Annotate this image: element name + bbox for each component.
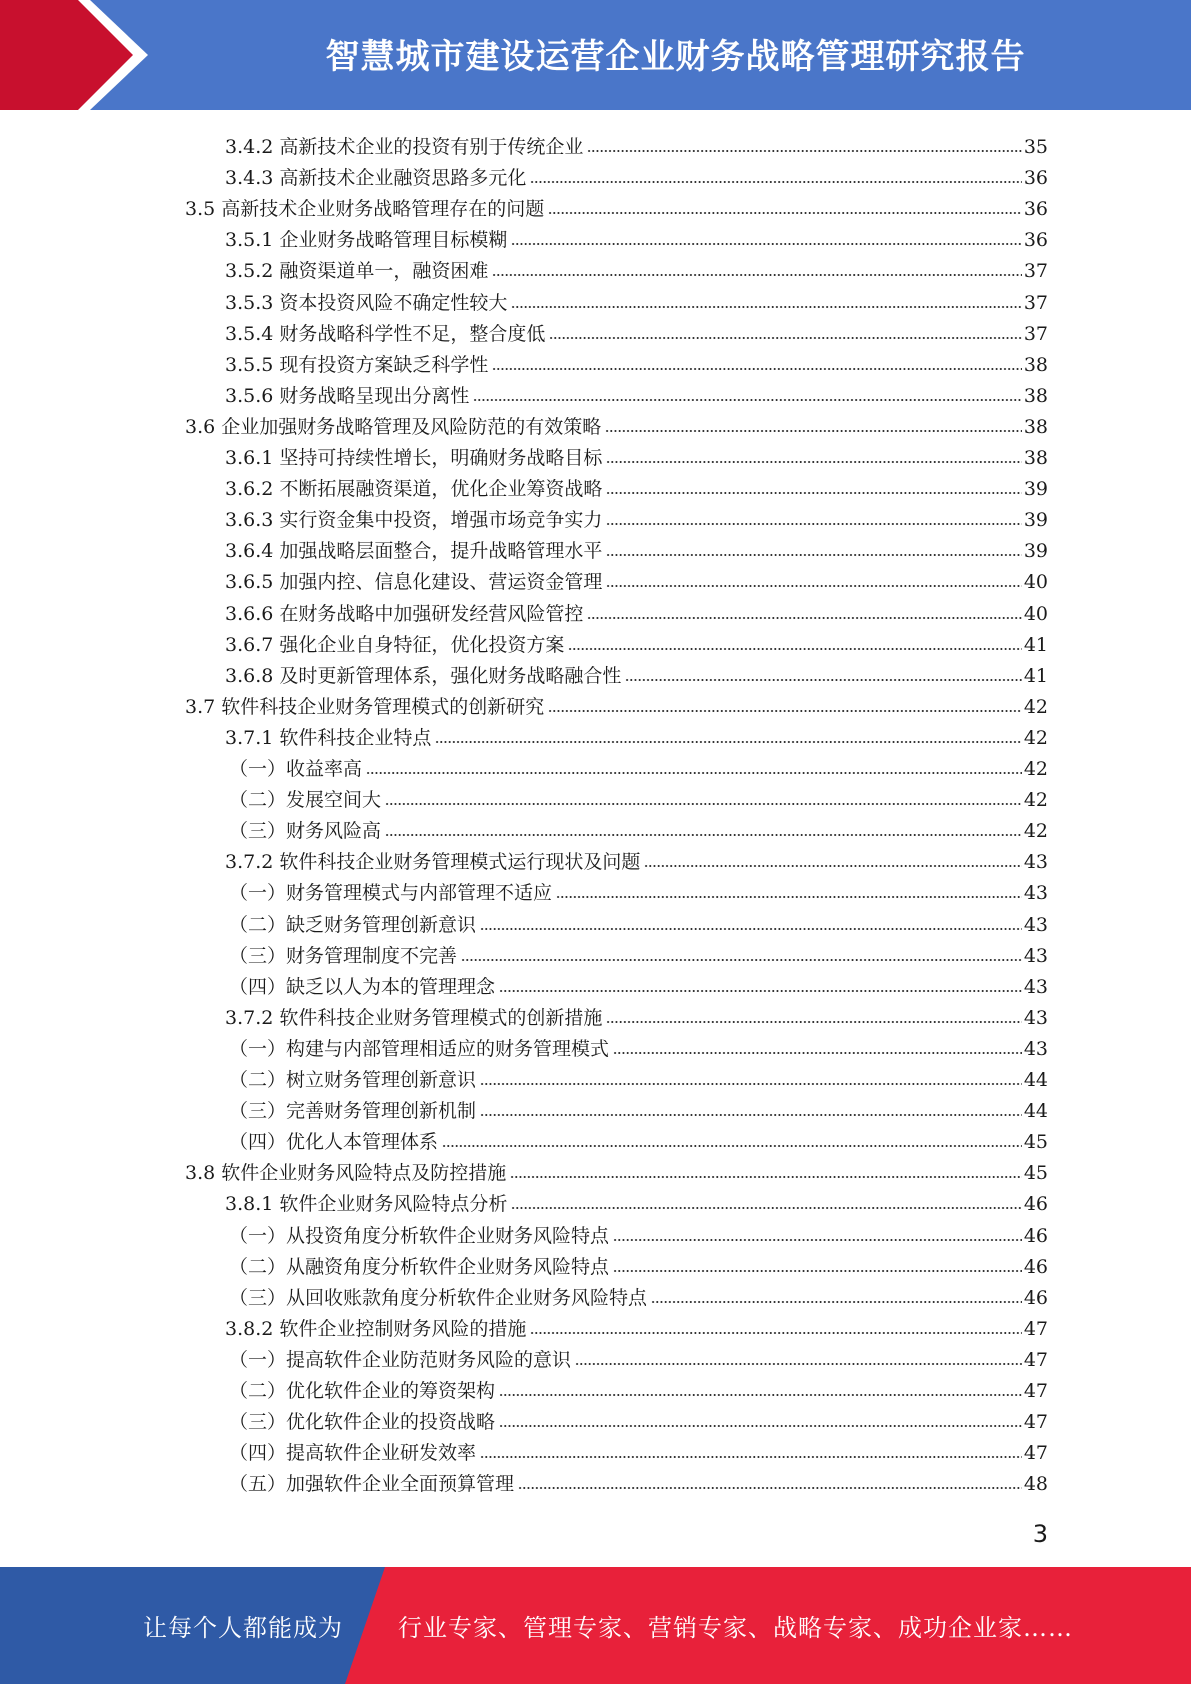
toc-entry-page: 39	[1023, 478, 1048, 501]
toc-entry[interactable]	[229, 1434, 1048, 1465]
toc-entry-label: （二）优化软件企业的筹资架构	[229, 1380, 496, 1402]
toc-dot-leader	[644, 863, 1021, 869]
toc-entry[interactable]	[229, 750, 1048, 781]
toc-dot-leader	[385, 801, 1022, 807]
toc-entry-page: 43	[1023, 851, 1048, 874]
report-title: 智慧城市建设运营企业财务战略管理研究报告	[325, 36, 1026, 77]
toc-entry-label: （三）优化软件企业的投资战略	[229, 1411, 496, 1434]
toc-entry-label: 3.5 高新技术企业财务战略管理存在的问题	[185, 198, 545, 221]
toc-entry-page: 42	[1023, 758, 1048, 780]
toc-dot-leader	[606, 552, 1021, 558]
toc-dot-leader	[442, 1143, 1022, 1149]
toc-entry-page: 39	[1023, 540, 1048, 563]
page-footer	[0, 1567, 1191, 1684]
toc-entry[interactable]	[225, 843, 1048, 874]
toc-entry-page: 46	[1023, 1224, 1048, 1247]
toc-entry-label: 3.7.1 软件科技企业特点	[225, 726, 432, 749]
toc-entry-page: 42	[1023, 789, 1048, 812]
toc-entry-page: 43	[1023, 975, 1048, 998]
toc-dot-leader	[606, 459, 1021, 465]
toc-entry-label: （一）从投资角度分析软件企业财务风险特点	[229, 1224, 610, 1247]
toc-dot-leader	[480, 1112, 1022, 1118]
toc-dot-leader	[568, 646, 1021, 652]
toc-entry[interactable]	[229, 1465, 1048, 1496]
toc-entry-label: 3.6.7 强化企业自身特征，优化投资方案	[225, 633, 565, 656]
toc-dot-leader	[473, 397, 1021, 403]
toc-entry[interactable]	[229, 1092, 1048, 1123]
toc-entry-page: 38	[1023, 353, 1048, 376]
toc-dot-leader	[549, 335, 1021, 341]
toc-entry-label: 3.5.5 现有投资方案缺乏科学性	[225, 353, 489, 376]
toc-entry[interactable]	[229, 874, 1048, 905]
toc-entry-page: 37	[1023, 291, 1048, 314]
toc-entry-label: （五）加强软件企业全面预算管理	[229, 1473, 515, 1496]
toc-entry[interactable]	[229, 968, 1048, 999]
toc-entry[interactable]	[229, 1372, 1048, 1403]
toc-dot-leader	[530, 1330, 1021, 1336]
toc-dot-leader	[606, 583, 1021, 589]
toc-dot-leader	[511, 241, 1021, 247]
toc-entry-page: 36	[1023, 198, 1048, 221]
toc-entry-label: 3.8 软件企业财务风险特点及防控措施	[185, 1162, 507, 1185]
toc-entry[interactable]	[225, 595, 1048, 626]
toc-dot-leader	[480, 926, 1022, 932]
toc-entry-page: 46	[1023, 1255, 1048, 1278]
toc-entry-label: （二）缺乏财务管理创新意识	[229, 913, 477, 936]
toc-entry-page: 46	[1023, 1286, 1048, 1309]
toc-entry-page: 41	[1023, 633, 1048, 656]
toc-entry-page: 43	[1023, 944, 1048, 967]
toc-dot-leader	[548, 708, 1022, 714]
toc-entry-label: 3.7.2 软件科技企业财务管理模式运行现状及问题	[225, 851, 641, 874]
toc-entry-label: 3.5.4 财务战略科学性不足，整合度低	[225, 322, 546, 345]
toc-entry-label: （三）财务风险高	[229, 820, 382, 843]
toc-entry[interactable]	[225, 1310, 1048, 1341]
red-chevron-decoration	[0, 0, 160, 110]
toc-entry[interactable]	[225, 346, 1048, 377]
toc-entry[interactable]	[229, 1123, 1048, 1154]
toc-entry[interactable]	[185, 190, 1048, 221]
toc-entry[interactable]	[229, 1030, 1048, 1061]
toc-entry-label: 3.4.2 高新技术企业的投资有别于传统企业	[225, 136, 584, 158]
toc-entry[interactable]	[229, 1217, 1048, 1248]
toc-entry[interactable]	[229, 812, 1048, 843]
toc-entry[interactable]	[185, 408, 1048, 439]
toc-dot-leader	[435, 739, 1021, 745]
toc-entry-page: 35	[1023, 136, 1048, 158]
toc-entry-label: （三）财务管理制度不完善	[229, 944, 458, 967]
toc-entry-label: 3.6.3 实行资金集中投资，增强市场竞争实力	[225, 509, 603, 532]
toc-entry[interactable]	[229, 1403, 1048, 1434]
toc-entry-label: 3.5.3 资本投资风险不确定性较大	[225, 291, 508, 314]
toc-entry[interactable]	[225, 221, 1048, 252]
toc-entry-label: （一）提高软件企业防范财务风险的意识	[229, 1348, 572, 1371]
toc-entry-label: （四）提高软件企业研发效率	[229, 1442, 477, 1465]
toc-entry-page: 47	[1023, 1411, 1048, 1434]
toc-entry-label: 3.6 企业加强财务战略管理及风险防范的有效策略	[185, 415, 602, 438]
toc-entry-label: （四）缺乏以人为本的管理理念	[229, 975, 496, 998]
toc-entry-label: （二）树立财务管理创新意识	[229, 1069, 477, 1091]
toc-entry[interactable]	[225, 284, 1048, 315]
toc-entry[interactable]	[225, 657, 1048, 688]
toc-entry-page: 42	[1023, 726, 1048, 749]
toc-entry-label: 3.6.6 在财务战略中加强研发经营风险管控	[225, 602, 584, 625]
toc-dot-leader	[499, 988, 1022, 994]
toc-entry-label: 3.6.4 加强战略层面整合，提升战略管理水平	[225, 540, 603, 563]
toc-entry[interactable]	[225, 999, 1048, 1030]
toc-dot-leader	[480, 1454, 1022, 1460]
toc-entry-label: 3.8.1 软件企业财务风险特点分析	[225, 1193, 508, 1216]
toc-dot-leader	[606, 521, 1021, 527]
toc-dot-leader	[606, 1019, 1021, 1025]
toc-entry-page: 43	[1023, 1006, 1048, 1029]
toc-dot-leader	[385, 832, 1022, 838]
toc-entry-page: 43	[1023, 882, 1048, 905]
toc-entry[interactable]	[229, 1061, 1048, 1092]
toc-entry-page: 38	[1023, 415, 1048, 438]
toc-entry[interactable]	[225, 626, 1048, 657]
toc-entry[interactable]	[225, 470, 1048, 501]
toc-entry-page: 47	[1023, 1348, 1048, 1371]
toc-entry-label: （二）从融资角度分析软件企业财务风险特点	[229, 1255, 610, 1278]
toc-entry-page: 46	[1023, 1193, 1048, 1216]
toc-dot-leader	[556, 894, 1022, 900]
footer-slogan-left: 让每个人都能成为	[143, 1614, 343, 1642]
toc-entry-label: 3.5.6 财务战略呈现出分离性	[225, 384, 470, 407]
toc-dot-leader	[492, 366, 1021, 372]
toc-entry-page: 42	[1023, 695, 1048, 718]
toc-dot-leader	[480, 1081, 1022, 1087]
toc-entry[interactable]	[225, 563, 1048, 594]
toc-entry-page: 44	[1023, 1100, 1048, 1123]
toc-dot-leader	[587, 615, 1021, 621]
toc-entry-label: （三）从回收账款角度分析软件企业财务风险特点	[229, 1286, 648, 1309]
toc-entry-page: 39	[1023, 509, 1048, 532]
page-number: 3	[1032, 1520, 1048, 1548]
toc-entry-page: 36	[1023, 229, 1048, 252]
toc-dot-leader	[511, 1205, 1021, 1211]
toc-dot-leader	[461, 957, 1022, 963]
toc-entry-page: 40	[1023, 571, 1048, 594]
toc-entry-label: 3.6.2 不断拓展融资渠道，优化企业筹资战略	[225, 478, 603, 501]
toc-entry[interactable]	[229, 1341, 1048, 1372]
toc-entry-page: 47	[1023, 1442, 1048, 1465]
toc-entry[interactable]	[229, 1248, 1048, 1279]
toc-entry-label: 3.6.1 坚持可持续性增长，明确财务战略目标	[225, 447, 603, 469]
toc-entry-page: 48	[1023, 1473, 1048, 1496]
toc-dot-leader	[651, 1299, 1022, 1305]
toc-dot-leader	[613, 1268, 1022, 1274]
toc-entry[interactable]	[225, 128, 1048, 159]
toc-entry-label: 3.6.8 及时更新管理体系，强化财务战略融合性	[225, 664, 622, 687]
page-header	[0, 0, 1191, 110]
toc-entry-label: （一）构建与内部管理相适应的财务管理模式	[229, 1037, 610, 1060]
toc-dot-leader	[518, 1485, 1022, 1491]
toc-dot-leader	[605, 428, 1022, 434]
toc-entry[interactable]	[229, 937, 1048, 968]
toc-entry[interactable]	[185, 688, 1048, 719]
toc-entry-page: 45	[1023, 1131, 1048, 1154]
toc-entry-page: 43	[1023, 913, 1048, 936]
toc-entry-page: 45	[1023, 1162, 1048, 1185]
toc-entry-label: 3.5.1 企业财务战略管理目标模糊	[225, 229, 508, 252]
toc-dot-leader	[613, 1050, 1022, 1056]
toc-entry-page: 43	[1023, 1037, 1048, 1060]
toc-entry-page: 47	[1023, 1317, 1048, 1340]
toc-entry[interactable]	[225, 252, 1048, 283]
toc-dot-leader	[492, 272, 1021, 278]
toc-entry[interactable]	[229, 906, 1048, 937]
toc-dot-leader	[511, 304, 1021, 310]
toc-entry[interactable]	[225, 719, 1048, 750]
toc-entry-page: 42	[1023, 820, 1048, 843]
toc-entry-page: 38	[1023, 384, 1048, 407]
toc-entry-label: 3.4.3 高新技术企业融资思路多元化	[225, 167, 527, 190]
footer-slogan-right: 行业专家、管理专家、营销专家、战略专家、成功企业家……	[398, 1614, 1073, 1642]
toc-entry-label: （四）优化人本管理体系	[229, 1131, 439, 1154]
toc-entry-label: （二）发展空间大	[229, 789, 382, 812]
toc-entry[interactable]	[225, 501, 1048, 532]
toc-entry-label: 3.7.2 软件科技企业财务管理模式的创新措施	[225, 1006, 603, 1029]
toc-entry-page: 41	[1023, 664, 1048, 687]
toc-entry-label: 3.8.2 软件企业控制财务风险的措施	[225, 1317, 527, 1340]
toc-dot-leader	[625, 677, 1021, 683]
toc-entry[interactable]	[225, 439, 1048, 470]
toc-entry-page: 40	[1023, 602, 1048, 625]
toc-dot-leader	[530, 179, 1021, 185]
toc-dot-leader	[499, 1392, 1022, 1398]
toc-dot-leader	[575, 1361, 1022, 1367]
toc-dot-leader	[366, 770, 1022, 776]
toc-entry-page: 38	[1023, 447, 1048, 469]
toc-dot-leader	[499, 1423, 1022, 1429]
toc-entry-label: 3.7 软件科技企业财务管理模式的创新研究	[185, 695, 545, 718]
toc-dot-leader	[606, 490, 1021, 496]
toc-entry[interactable]	[225, 532, 1048, 563]
toc-entry[interactable]	[185, 1154, 1048, 1185]
toc-entry-page: 37	[1023, 322, 1048, 345]
toc-dot-leader	[548, 210, 1022, 216]
toc-dot-leader	[510, 1174, 1022, 1180]
toc-entry-page: 47	[1023, 1380, 1048, 1402]
toc-dot-leader	[587, 148, 1021, 154]
toc-entry-page: 44	[1023, 1069, 1048, 1091]
toc-entry[interactable]	[229, 781, 1048, 812]
toc-entry-label: （一）收益率高	[229, 758, 363, 780]
toc-entry-page: 37	[1023, 260, 1048, 283]
toc-entry-label: （一）财务管理模式与内部管理不适应	[229, 882, 553, 905]
toc-entry[interactable]	[229, 1279, 1048, 1310]
toc-entry[interactable]	[225, 377, 1048, 408]
toc-entry-label: 3.5.2 融资渠道单一，融资困难	[225, 260, 489, 283]
toc-entry-label: （三）完善财务管理创新机制	[229, 1100, 477, 1123]
toc-entry[interactable]	[225, 159, 1048, 190]
toc-entry[interactable]	[225, 1185, 1048, 1216]
toc-entry[interactable]	[225, 315, 1048, 346]
toc-entry-label: 3.6.5 加强内控、信息化建设、营运资金管理	[225, 571, 603, 594]
toc-dot-leader	[613, 1237, 1022, 1243]
toc-entry-page: 36	[1023, 167, 1048, 190]
